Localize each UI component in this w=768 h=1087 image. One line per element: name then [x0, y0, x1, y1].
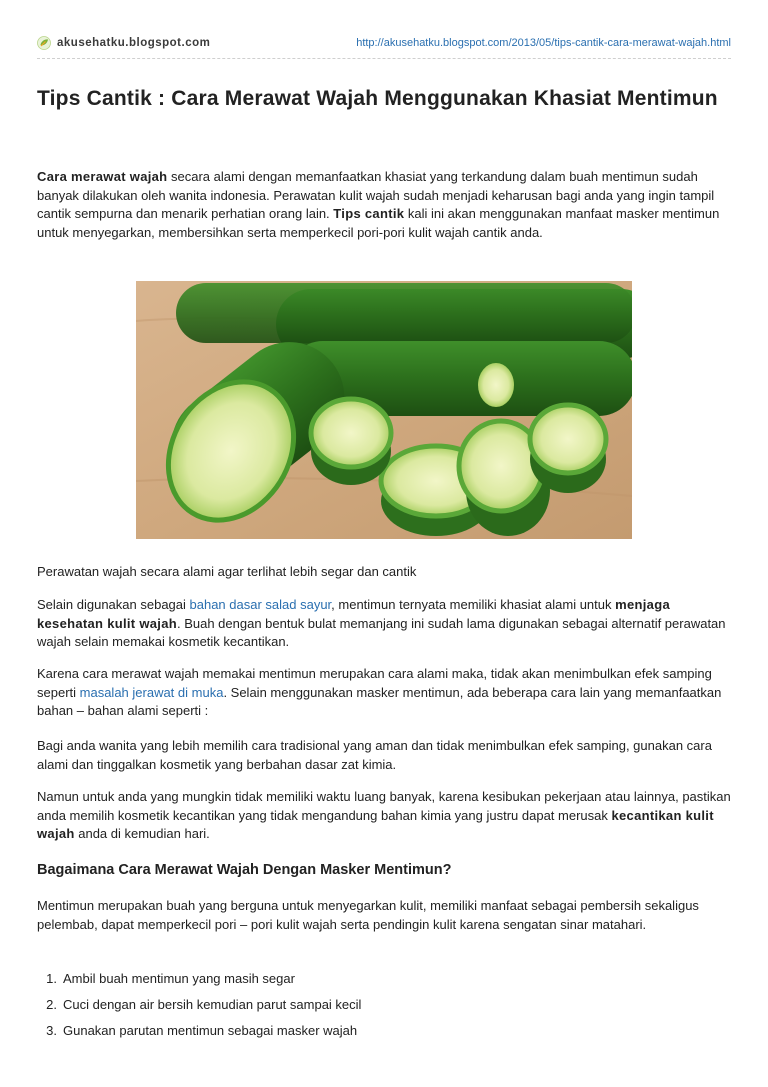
page-header: [37, 36, 731, 59]
article-url-link[interactable]: http://akusehatku.blogspot.com/2013/05/tips-cantik-cara-merawat-wajah.html: [356, 37, 731, 49]
p5-text-1: Namun untuk anda yang mungkin tidak memiliki waktu luang banyak, karena kesibukan pekerjaan atau lainnya, pastikan anda memilih kosmetik kecantikan yang tidak mengandung bahan kimia yang justru dapat merusak: [37, 789, 731, 823]
cucumber-photo: [136, 281, 632, 539]
list-item: [37, 966, 361, 992]
intro-bold-1: Cara merawat wajah: [37, 169, 168, 184]
p3-text-2: . Selain menggunakan masker mentimun, ada beberapa cara lain yang memanfaatkan bahan – bahan alami seperti :: [37, 684, 722, 718]
site-brand[interactable]: [37, 36, 210, 50]
intro-text-1: secara alami dengan memanfaatkan khasiat yang terkandung dalam buah mentimun sudah banyak dilakukan oleh wanita indonesia. Perawatan kulit wajah sudah menjadi keharusan bagi anda yang ingin tampil cantik sempurna dan menarik perhatian orang lain.: [37, 169, 715, 221]
section-heading: Bagaimana Cara Merawat Wajah Dengan Masker Mentimun?: [37, 862, 452, 878]
link-salad-sayur[interactable]: bahan dasar salad sayur: [189, 597, 332, 612]
step-text: Ambil buah mentimun yang masih segar: [63, 971, 295, 986]
paragraph-2: [37, 596, 737, 652]
article-title: Tips Cantik : Cara Merawat Wajah Menggunakan Khasiat Mentimun: [37, 87, 718, 110]
list-item: [37, 1018, 361, 1044]
p2-bold: menjaga kesehatan kulit wajah: [37, 597, 670, 631]
p2-text-1: Selain digunakan sebagai: [37, 597, 190, 612]
step-number: 3.: [46, 1023, 57, 1038]
paragraph-4: Bagi anda wanita yang lebih memilih cara tradisional yang aman dan tidak menimbulkan efek samping, gunakan cara alami dan tinggalkan kosmetik yang berbahan dasar zat kimia.: [37, 738, 712, 772]
intro-text-2: kali ini akan menggunakan manfaat masker mentimun untuk menyegarkan, membersihkan serta memperkecil pori-pori kulit wajah cantik anda.: [37, 206, 720, 240]
paragraph-3: [37, 665, 737, 721]
p5-text-2: anda di kemudian hari.: [74, 826, 210, 841]
p5-bold: kecantikan kulit wajah: [37, 807, 714, 841]
p2-text-3: . Buah dengan bentuk bulat memanjang ini sudah lama digunakan sebagai alternatif perawatan wajah selain memakai kosmetik kecantikan.: [37, 615, 726, 649]
step-number: 1.: [46, 971, 57, 986]
intro-paragraph: [37, 168, 737, 242]
step-text: Gunakan parutan mentimun sebagai masker wajah: [63, 1023, 358, 1038]
paragraph-5: [37, 788, 737, 844]
site-name: akusehatku.blogspot.com: [57, 37, 211, 49]
image-caption: Perawatan wajah secara alami agar terlihat lebih segar dan cantik: [37, 564, 417, 579]
p3-text-1: Karena cara merawat wajah memakai mentimun merupakan cara alami maka, tidak akan menimbulkan efek samping seperti: [37, 666, 712, 700]
step-text: Cuci dengan air bersih kemudian parut sampai kecil: [63, 997, 362, 1012]
step-number: 2.: [46, 997, 57, 1012]
p2-text-2: , mentimun ternyata memiliki khasiat alami untuk: [331, 597, 616, 612]
blog-leaf-icon: [37, 36, 51, 50]
paragraph-6: Mentimun merupakan buah yang berguna untuk menyegarkan kulit, memiliki manfaat sebagai pembersih sekaligus pelembab, dapat memperkecil pori – pori kulit wajah serta pendingin kulit karena sengatan sinar matahari.: [37, 898, 699, 932]
link-masalah-jerawat[interactable]: masalah jerawat di muka: [79, 684, 224, 700]
list-item: [37, 992, 361, 1018]
steps-list: [37, 966, 361, 1044]
intro-bold-2: Tips cantik: [333, 206, 405, 221]
